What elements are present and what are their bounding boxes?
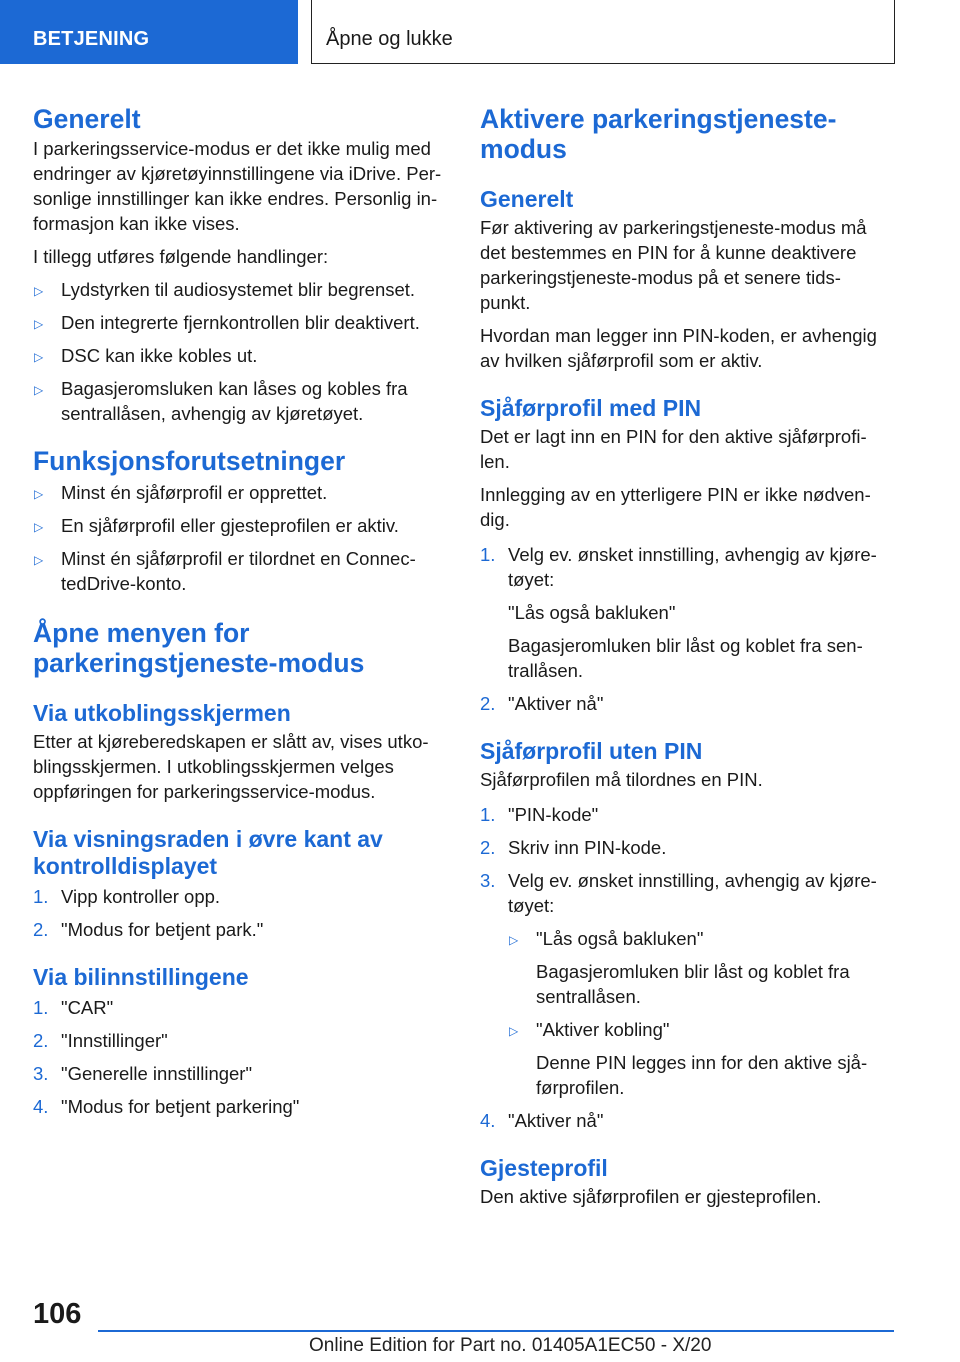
generelt-paragraph-2: I tillegg utføres følgende handlinger: (33, 246, 329, 267)
step-item: 1. "CAR" (33, 997, 114, 1018)
triangle-bullet-icon: ▷ (509, 933, 519, 947)
right-column (480, 100, 890, 1209)
list-item: ▷ Lydstyrken til audiosystemet blir begrenset. (33, 277, 448, 302)
funksjon-list (33, 480, 448, 596)
triangle-bullet-icon: ▷ (34, 350, 44, 364)
sub-item-desc: Bagasjeromluken blir låst og koblet fra sentrallåsen. (536, 961, 850, 1007)
step-item: 2. Skriv inn PIN-kode. (480, 837, 667, 858)
heading-via-bilinnstillingene: Via bilinnstillingene (33, 964, 249, 990)
heading-via-visningsraden: Via visningsraden i øvre kant av kontrolldisplayet (33, 826, 383, 879)
uten-pin-sub-list (508, 926, 890, 1100)
aktivere-paragraph-2: Hvordan man legger inn PIN-koden, er avhengig av hvilken sjåførprofil som er aktiv. (480, 325, 877, 371)
sub-list-item: ▷ "Lås også bakluken" Bagasjeromluken blir låst og koblet fra sentrallåsen. (508, 926, 890, 1009)
step-option-desc: Bagasjeromluken blir låst og koblet fra sen-trallåsen. (508, 635, 863, 681)
heading-uten-pin: Sjåførprofil uten PIN (480, 738, 703, 764)
step-item: 1. Velg ev. ønsket innstilling, avhengig av kjøre-tøyet: "Lås også bakluken" Bagasjeromluken blir låst og koblet fra sen-trallåsen. (480, 542, 890, 683)
step-item: 2. "Modus for betjent park." (33, 919, 264, 940)
step-item: 3. "Generelle innstillinger" (33, 1063, 253, 1084)
section-tab: BETJENING (0, 0, 298, 64)
uten-pin-paragraph: Sjåførprofilen må tilordnes en PIN. (480, 769, 763, 790)
step-item: 4. "Aktiver nå" (480, 1110, 604, 1131)
triangle-bullet-icon: ▷ (34, 487, 44, 501)
heading-gjesteprofil: Gjesteprofil (480, 1155, 608, 1181)
list-item: ▷ En sjåførprofil eller gjesteprofilen er aktiv. (33, 513, 448, 538)
triangle-bullet-icon: ▷ (34, 317, 44, 331)
triangle-bullet-icon: ▷ (34, 284, 44, 298)
gjest-paragraph: Den aktive sjåførprofilen er gjesteprofilen. (480, 1186, 822, 1207)
sub-item-desc: Denne PIN legges inn for den aktive sjå-førprofilen. (536, 1052, 868, 1098)
generelt-paragraph-1: I parkeringsservice-modus er det ikke mulig med endringer av kjøretøyinnstillingene via iDrive. Per-sonlige innstillinger kan ikke endres. Personlig in-formasjon kan ikke vises. (33, 138, 442, 234)
generelt-list (33, 277, 448, 426)
via3-steps (33, 995, 448, 1119)
med-pin-paragraph-2: Innlegging av en ytterligere PIN er ikke nødven-dig. (480, 484, 871, 530)
heading-generelt-right: Generelt (480, 186, 574, 212)
triangle-bullet-icon: ▷ (34, 383, 44, 397)
page-number: 106 (33, 1298, 82, 1330)
step-item: 2. "Aktiver nå" (480, 693, 604, 714)
aktivere-paragraph-1: Før aktivering av parkeringstjeneste-modus må det bestemmes en PIN for å kunne deaktivere parkeringstjeneste-modus på et senere tids-punkt. (480, 217, 867, 313)
list-item: ▷ Minst én sjåførprofil er opprettet. (33, 480, 448, 505)
sub-list-item: ▷ "Aktiver kobling" Denne PIN legges inn for den aktive sjå-førprofilen. (508, 1017, 890, 1100)
heading-via-utkoblingsskjermen: Via utkoblingsskjermen (33, 700, 291, 726)
heading-aktivere: Aktivere parkeringstjeneste-modus (480, 104, 837, 164)
heading-funksjonsforutsetninger: Funksjonsforutsetninger (33, 446, 346, 476)
footer-divider (98, 1330, 894, 1332)
triangle-bullet-icon: ▷ (509, 1024, 519, 1038)
list-item: ▷ Bagasjeromsluken kan låses og kobles fra sentrallåsen, avhengig av kjøretøyet. (34, 378, 408, 424)
list-item: ▷ DSC kan ikke kobles ut. (33, 343, 448, 368)
step-item: 1. "PIN-kode" (480, 804, 599, 825)
step-item: 1. Vipp kontroller opp. (33, 886, 221, 907)
med-pin-steps (480, 542, 890, 716)
via1-paragraph: Etter at kjøreberedskapen er slått av, vises utko-blingsskjermen. I utkoblingsskjermen velges oppføringen for parkeringsservice-modus. (33, 731, 429, 802)
edition-footer: Online Edition for Part no. 01405A1EC50 - X/20 (309, 1335, 712, 1356)
step-option-label: "Lås også bakluken" (508, 602, 676, 623)
heading-generelt: Generelt (33, 104, 141, 134)
step-item: 2. "Innstillinger" (33, 1030, 168, 1051)
triangle-bullet-icon: ▷ (34, 553, 44, 567)
med-pin-paragraph-1: Det er lagt inn en PIN for den aktive sjåførprofi-len. (480, 426, 867, 472)
list-item: ▷ Minst én sjåførprofil er tilordnet en Connec-tedDrive-konto. (34, 548, 416, 594)
uten-pin-steps (480, 802, 890, 1133)
left-column (33, 100, 448, 1119)
triangle-bullet-icon: ▷ (34, 520, 44, 534)
heading-aapne-menyen: Åpne menyen for parkeringstjeneste-modus (33, 618, 365, 678)
chapter-title: Åpne og lukke (311, 0, 895, 64)
heading-med-pin: Sjåførprofil med PIN (480, 395, 702, 421)
list-item: ▷ Den integrerte fjernkontrollen blir deaktivert. (33, 310, 448, 335)
step-item: 4. "Modus for betjent parkering" (33, 1096, 300, 1117)
step-item: 3. Velg ev. ønsket innstilling, avhengig av kjøre-tøyet: ▷ "Lås også bakluken" Bagasjeromluken blir låst og koblet fra sentrallåsen. ▷ "Aktiver kobling" Denne PIN legges inn for den aktive sjå-førprofilen. (480, 868, 890, 1100)
via2-steps (33, 884, 448, 942)
